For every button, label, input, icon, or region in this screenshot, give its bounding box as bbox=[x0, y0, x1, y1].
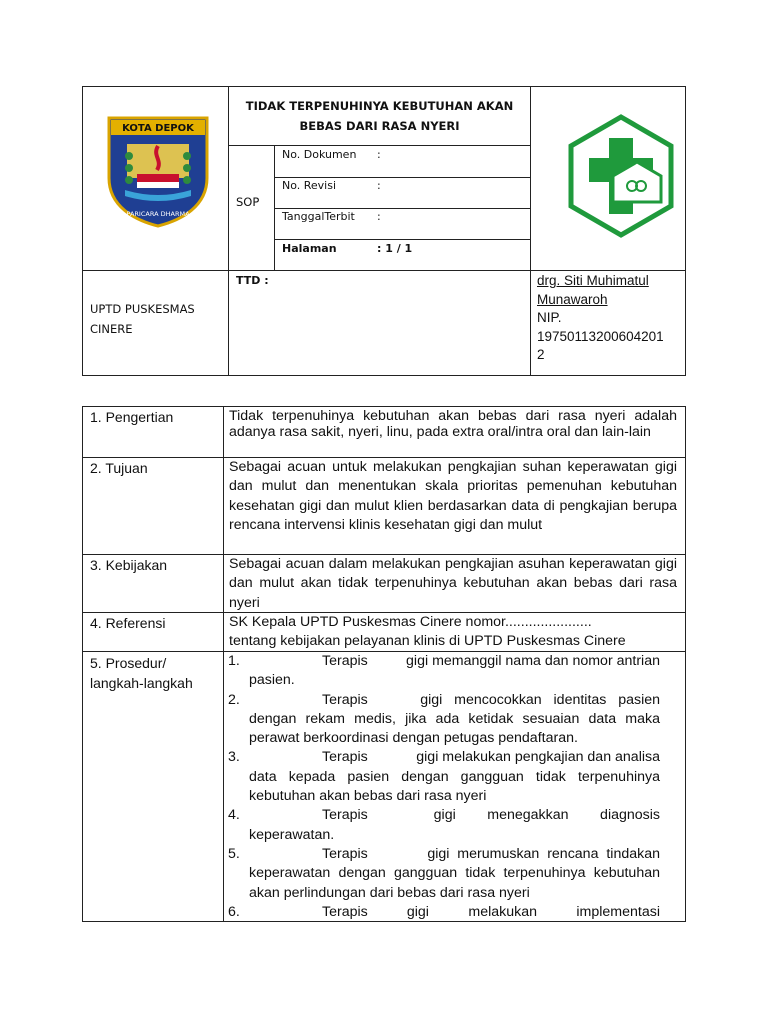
prosedur-label-line-1: 5. Prosedur/ bbox=[90, 655, 167, 671]
list-item bbox=[228, 903, 660, 922]
referensi-line-1: SK Kepala UPTD Puskesmas Cinere nomor...................... bbox=[229, 614, 592, 630]
list-item bbox=[228, 691, 660, 749]
kota-depok-logo bbox=[107, 116, 209, 228]
list-item bbox=[228, 845, 660, 903]
prosedur-label bbox=[90, 653, 193, 693]
list-item bbox=[228, 806, 660, 845]
meta-label: No. Revisi bbox=[282, 179, 337, 192]
nip-line-2: 2 bbox=[537, 347, 545, 362]
step-number: 3. bbox=[228, 749, 240, 766]
step-text: gigi mencocokkan identitas pasien bbox=[420, 691, 660, 708]
org-line-1: UPTD PUSKESMAS bbox=[90, 302, 195, 316]
meta-value: : bbox=[377, 179, 381, 192]
step-number: 6. bbox=[228, 903, 240, 920]
step-text: gigi melakukan implementasi bbox=[406, 903, 660, 920]
meta-label: TanggalTerbit bbox=[282, 210, 355, 223]
step-word: Terapis bbox=[322, 653, 368, 669]
step-rest: keperawatan. bbox=[249, 826, 335, 843]
organization-name bbox=[90, 299, 195, 339]
list-item bbox=[228, 748, 660, 806]
nip-line-1: 19750113200604201 bbox=[537, 328, 664, 344]
step-word: Terapis bbox=[322, 845, 368, 862]
sop-label: SOP bbox=[236, 195, 260, 209]
meta-halaman bbox=[282, 242, 522, 255]
tujuan-text: Sebagai acuan untuk melakukan pengkajian suhan keperawatan gigi dan mulut dan menentukan skala prioritas pemenuhan kebutuhan kesehatan gigi dan mulut klien berdasarkan data di pengkajian berupa rencana intervensi klinis kesehatan gigi dan mulut bbox=[229, 459, 677, 533]
meta-no-revisi bbox=[282, 179, 522, 192]
referensi-line-2: tentang kebijakan pelayanan klinis di UPTD Puskesmas Cinere bbox=[229, 633, 626, 649]
referensi-text bbox=[229, 613, 679, 651]
meta-label: Halaman bbox=[282, 242, 337, 255]
step-word: Terapis bbox=[322, 691, 368, 708]
signer-name-line-1: drg. Siti Muhimatul bbox=[537, 273, 649, 288]
meta-label: No. Dokumen bbox=[282, 148, 357, 161]
puskesmas-logo bbox=[567, 114, 675, 238]
logo-left-text: KOTA DEPOK bbox=[122, 123, 194, 134]
step-number: 5. bbox=[228, 845, 240, 862]
pengertian-label: 1. Pengertian bbox=[90, 409, 174, 425]
step-rest: keperawatan dengan gangguan tidak terpenuhinya kebutuhan akan perlindungan dari bebas dari rasa nyeri bbox=[249, 865, 660, 901]
prosedur-label-line-2: langkah-langkah bbox=[90, 675, 193, 691]
referensi-label: 4. Referensi bbox=[90, 615, 166, 631]
kebijakan-label: 3. Kebijakan bbox=[90, 557, 168, 573]
prosedur-steps bbox=[228, 652, 660, 922]
step-number: 2. bbox=[228, 691, 240, 708]
signer-name-line-2: Munawaroh bbox=[537, 291, 608, 307]
kebijakan-text: Sebagai acuan dalam melakukan pengkajian asuhan keperawatan gigi dan mulut akan tidak terpenuhinya kebutuhan akan bebas dari rasa nyeri bbox=[229, 556, 677, 611]
step-text: gigi memanggil nama dan nomor antrian bbox=[406, 653, 660, 669]
list-item bbox=[228, 652, 660, 691]
step-rest: pasien. bbox=[249, 672, 295, 689]
step-text: gigi merumuskan rencana tindakan bbox=[427, 845, 660, 862]
meta-no-dokumen bbox=[282, 148, 522, 161]
step-number: 1. bbox=[228, 653, 240, 669]
step-word: Terapis bbox=[322, 749, 368, 766]
meta-value: : 1 / 1 bbox=[377, 242, 413, 255]
step-rest: dengan rekam medis, jika ada ketidak sesuaian data maka perawat berkoordinasi dengan petugas pendaftaran. bbox=[249, 710, 660, 747]
pengertian-text: Tidak terpenuhinya kebutuhan akan bebas dari rasa nyeri adalah adanya rasa sakit, nyeri, linu, pada extra oral/intra oral dan lain-lain bbox=[229, 408, 677, 440]
nip-label: NIP. bbox=[537, 310, 562, 325]
document-title bbox=[229, 96, 530, 136]
org-line-2: CINERE bbox=[90, 322, 133, 336]
tujuan-label: 2. Tujuan bbox=[90, 460, 148, 476]
step-word: Terapis bbox=[322, 807, 368, 824]
step-text: gigi melakukan pengkajian dan analisa bbox=[416, 749, 660, 766]
meta-value: : bbox=[377, 210, 381, 223]
title-line-2: BEBAS DARI RASA NYERI bbox=[299, 119, 460, 133]
meta-value: : bbox=[377, 148, 381, 161]
step-text: gigi menegakkan diagnosis bbox=[433, 807, 660, 824]
step-word: Terapis bbox=[322, 903, 368, 920]
title-line-1: TIDAK TERPENUHINYA KEBUTUHAN AKAN bbox=[245, 99, 514, 113]
signer-block bbox=[537, 272, 682, 365]
meta-tanggal-terbit bbox=[282, 210, 522, 223]
logo-left-motto: PARICARA DHARMA bbox=[126, 210, 190, 218]
ttd-label: TTD : bbox=[236, 274, 269, 287]
step-number: 4. bbox=[228, 807, 240, 824]
step-rest: data kepada pasien dengan gangguan tidak terpenuhinya kebutuhan akan bebas dari rasa nyeri bbox=[249, 768, 660, 805]
